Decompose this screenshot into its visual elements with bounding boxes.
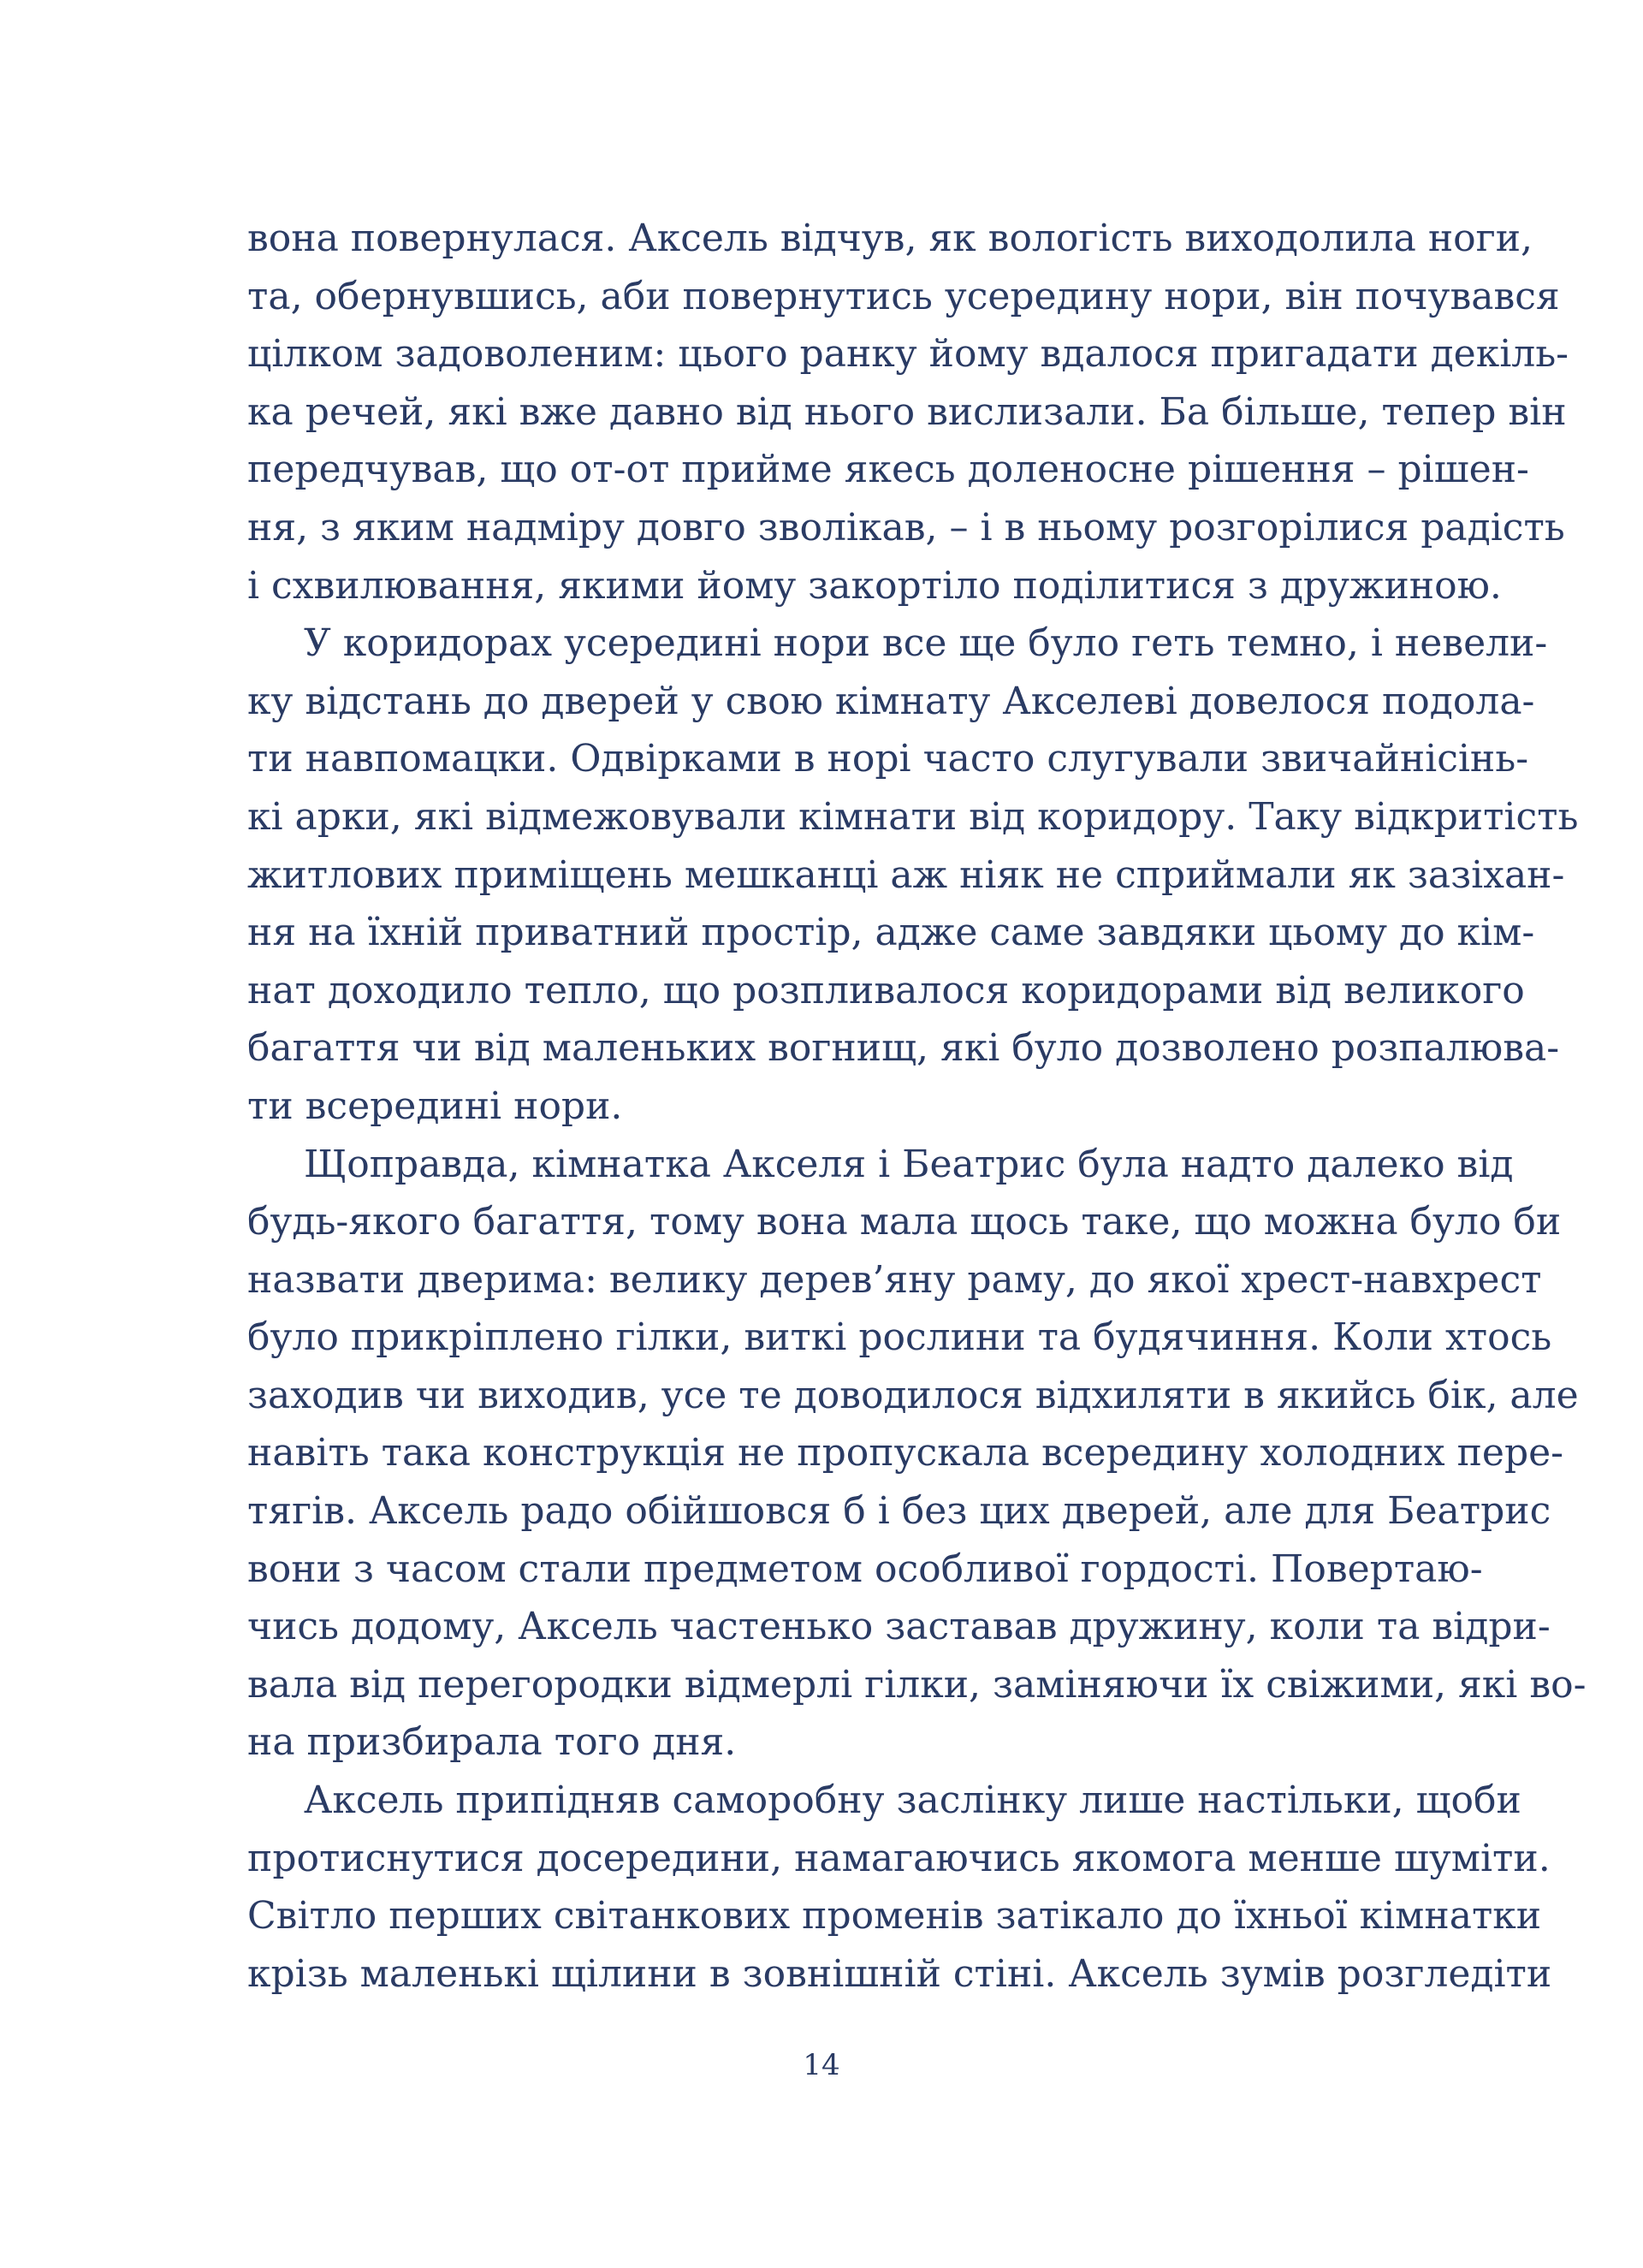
text-line: було прикріплено гілки, виткі рослини та будячиння. Коли хтось [247, 1315, 1552, 1360]
body-text [247, 210, 1587, 2003]
text-line: багаття чи від маленьких вогнищ, які було дозволено розпалюва- [247, 1026, 1560, 1071]
text-line: ти всередині нори. [247, 1084, 623, 1128]
text-line: заходив чи виходив, усе те доводилося відхиляти в якийсь бік, але [247, 1373, 1579, 1417]
text-line: Щоправда, кімнатка Акселя і Беатрис була надто далеко від [304, 1142, 1514, 1186]
text-line: вони з часом стали предметом особливої гордості. Повертаю- [247, 1547, 1483, 1591]
text-line: та, обернувшись, аби повернутись усередину нори, він почувався [247, 274, 1560, 318]
text-line: ня, з яким надміру довго зволікав, – і в ньому розгорілися радість [247, 505, 1565, 549]
text-line: ня на їхній приватний простір, адже саме завдяки цьому до кім- [247, 911, 1535, 955]
text-line: передчував, що от-от прийме якесь доленосне рішення – рішен- [247, 448, 1529, 492]
text-line: Аксель припідняв саморобну заслінку лише настільки, щоби [304, 1778, 1521, 1823]
text-line: навіть така конструкція не пропускала всередину холодних пере- [247, 1431, 1564, 1475]
text-line: крізь маленькі щілини в зовнішній стіні. Аксель зумів розгледіти [247, 1951, 1552, 1996]
text-line: будь-якого багаття, тому вона мала щось таке, що можна було би [247, 1200, 1562, 1244]
text-line: вала від перегородки відмерлі гілки, заміняючи їх свіжими, які во- [247, 1662, 1587, 1707]
paragraph [247, 614, 1579, 1135]
page-number: 14 [803, 2048, 840, 2082]
paragraph [247, 210, 1569, 614]
text-line: вона повернулася. Аксель відчув, як вологість виходолила ноги, [247, 217, 1533, 260]
text-line: цілком задоволеним: цього ранку йому вдалося пригадати декіль- [247, 332, 1569, 377]
text-line: тягів. Аксель радо обійшовся б і без цих дверей, але для Беатрис [247, 1489, 1551, 1534]
paragraph [247, 1136, 1587, 1772]
text-line: кі арки, які відмежовували кімнати від коридору. Таку відкритість [247, 794, 1579, 839]
text-line: нат доходило тепло, що розпливалося коридорами від великого [247, 968, 1525, 1012]
text-line: чись додому, Аксель частенько заставав дружину, коли та відри- [247, 1605, 1551, 1649]
text-line: Світло перших світанкових променів затікало до їхньої кімнатки [247, 1894, 1542, 1938]
text-line: ти навпомацки. Одвірками в норі часто слугували звичайнісінь- [247, 737, 1529, 781]
text-line: житлових приміщень мешканці аж ніяк не сприймали як зазіхан- [247, 852, 1565, 897]
text-line: ка речей, які вже давно від нього вислизали. Ба більше, тепер він [247, 389, 1567, 434]
text-line: назвати дверима: велику дерев’яну раму, до якої хрест-навхрест [247, 1257, 1542, 1302]
text-line: протиснутися досередини, намагаючись якомога менше шуміти. [247, 1836, 1551, 1880]
paragraph [247, 1772, 1552, 2003]
text-line: ку відстань до дверей у свою кімнату Акселеві довелося подола- [247, 679, 1535, 723]
text-line: і схвилювання, якими йому закортіло поділитися з дружиною. [247, 563, 1502, 608]
text-line: на призбирала того дня. [247, 1720, 737, 1765]
text-line: У коридорах усередині нори все ще було геть темно, і невели- [304, 621, 1548, 666]
